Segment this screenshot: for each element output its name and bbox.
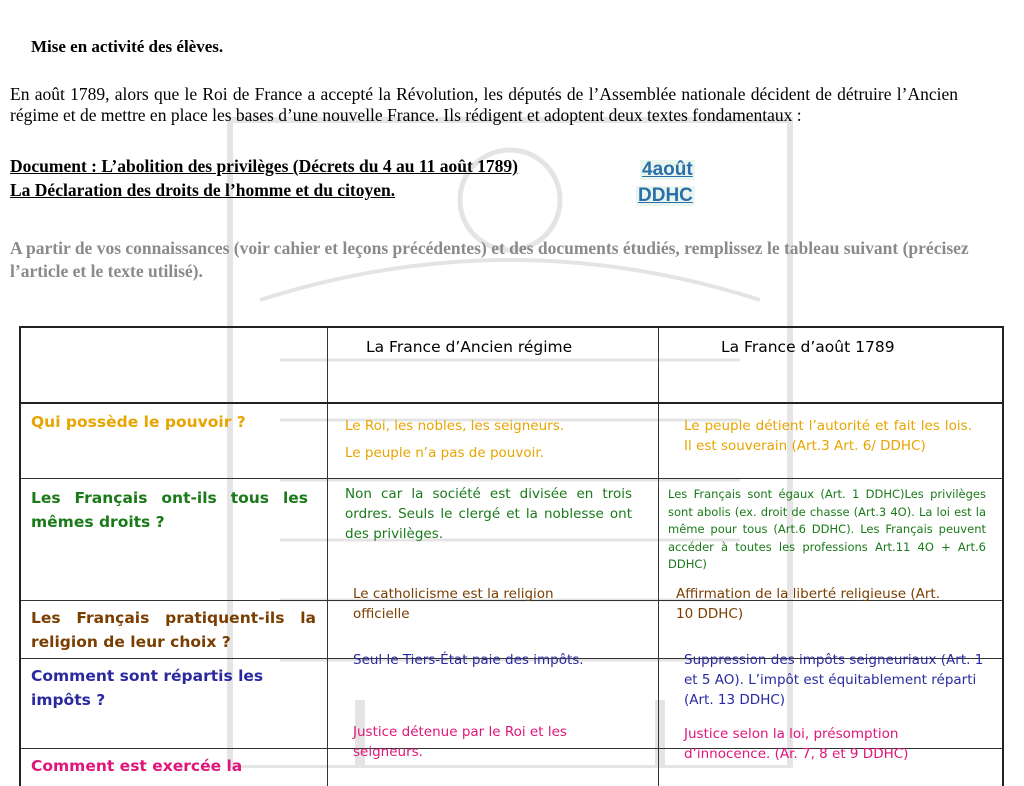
answer-aout-pouvoir: Le peuple détient l’autorité et fait les lois. Il est souverain (Art.3 Art. 6/ DDHC) <box>684 418 972 454</box>
activity-heading: Mise en activité des élèves. <box>31 37 224 56</box>
answer-ancien-pouvoir-1: Le Roi, les nobles, les seigneurs. <box>345 418 565 434</box>
header-aout-1789: La France d’août 1789 <box>721 338 895 356</box>
answer-ancien-droits: Non car la société est divisée en trois ordres. Seuls le clergé et la noblesse ont des privilèges. <box>345 486 632 542</box>
answer-aout-religion: Affirmation de la liberté religieuse (Art. 10 DDHC) <box>676 586 940 622</box>
answer-ancien-justice: Justice détenue par le Roi et les seigneurs. <box>353 724 567 760</box>
question-pouvoir: Qui possède le pouvoir ? <box>31 413 246 431</box>
instruction-text: A partir de vos connaissances (voir cahier et leçons précédentes) et des documents étudiés, remplissez le tableau suivant (précisez l’article et le texte utilisé). <box>10 238 969 281</box>
header-ancien-regime: La France d’Ancien régime <box>366 338 573 356</box>
answer-aout-droits: Les Français sont égaux (Art. 1 DDHC)Les privilèges sont abolis (ex. droit de chasse (Art.3 4O). La loi est la même pour tous (Art.6 DDHC). Les Français peuvent accéder à toutes les professions Art.11 4O + Art.6 DDHC) <box>668 487 986 571</box>
answer-ancien-pouvoir-2: Le peuple n’a pas de pouvoir. <box>345 445 544 461</box>
answer-aout-justice: Justice selon la loi, présomption d’innocence. (Ar. 7, 8 et 9 DDHC) <box>684 726 909 762</box>
document-title-abolition: Document : L’abolition des privilèges (Décrets du 4 au 11 août 1789) <box>10 156 518 176</box>
link-4aout[interactable]: 4août <box>642 159 693 180</box>
question-droits: Les Français ont-ils tous les mêmes droits ? <box>31 489 308 531</box>
question-justice: Comment est exercée la <box>31 757 243 775</box>
answer-aout-impots: Suppression des impôts seigneuriaux (Art. 1 et 5 AO). L’impôt est équitablement réparti (Art. 13 DDHC) <box>684 652 984 708</box>
answer-ancien-religion: Le catholicisme est la religion officielle <box>353 586 554 622</box>
answer-ancien-impots: Seul le Tiers-État paie des impôts. <box>353 652 584 668</box>
question-impots: Comment sont répartis les impôts ? <box>31 667 264 709</box>
intro-paragraph: En août 1789, alors que le Roi de France a accepté la Révolution, les députés de l’Assemblée nationale décident de détruire l’Ancien régime et de mettre en place les bases d’une nouvelle France. Ils rédigent et adoptent deux textes fondamentaux : <box>10 84 958 125</box>
question-religion: Les Français pratiquent-ils la religion de leur choix ? <box>31 609 316 651</box>
document-title-ddhc: La Déclaration des droits de l’homme et du citoyen. <box>10 180 396 200</box>
link-ddhc[interactable]: DDHC <box>638 185 693 206</box>
comparison-table <box>19 326 1004 786</box>
